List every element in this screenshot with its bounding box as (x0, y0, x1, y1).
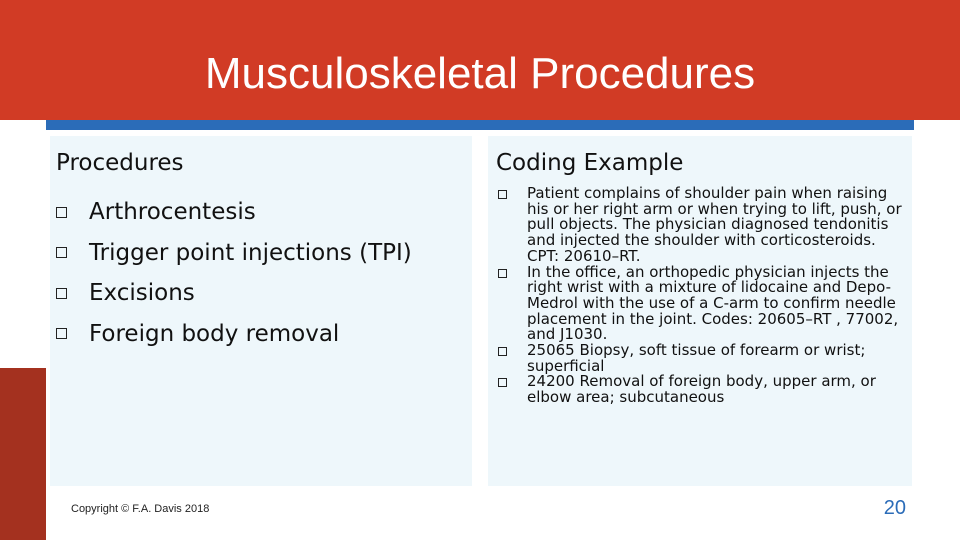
left-heading: Procedures (56, 150, 184, 176)
checkbox-bullet-icon (498, 378, 507, 387)
list-item-text: Trigger point injections (TPI) (89, 239, 412, 266)
list-item-text: 25065 Biopsy, soft tissue of forearm or wrist; superficial (527, 341, 866, 375)
checkbox-bullet-icon (56, 207, 67, 218)
coding-example-list (498, 186, 910, 406)
right-heading: Coding Example (496, 150, 684, 176)
checkbox-bullet-icon (56, 247, 67, 258)
list-item (56, 233, 412, 274)
slide-title: Musculoskeletal Procedures (204, 49, 756, 98)
list-item (56, 273, 412, 314)
list-item (498, 374, 910, 405)
left-accent-bar (0, 368, 46, 540)
checkbox-bullet-icon (498, 269, 507, 278)
list-item-text: Patient complains of shoulder pain when raising his or her right arm or when trying to lift, push, or pull objects. The physician diagnosed tendonitis and injected the shoulder with corticosteroids. CPT: 20610–RT. (527, 184, 902, 265)
page-number: 20 (883, 497, 906, 519)
list-item-text: Foreign body removal (89, 320, 340, 347)
checkbox-bullet-icon (56, 288, 67, 299)
checkbox-bullet-icon (498, 347, 507, 356)
title-divider (46, 120, 914, 130)
list-item-text: Arthrocentesis (89, 199, 256, 226)
checkbox-bullet-icon (498, 190, 507, 199)
procedures-list (56, 192, 412, 354)
list-item (56, 314, 412, 355)
list-item (56, 192, 412, 233)
list-item (498, 186, 910, 265)
list-item-text: In the office, an orthopedic physician injects the right wrist with a mixture of lidocaine and Depo-Medrol with the use of a C-arm to confirm needle placement in the joint. Codes: 20605–RT , 77002, and J1030. (527, 262, 899, 344)
copyright-notice: Copyright © F.A. Davis 2018 (71, 503, 210, 515)
list-item (498, 262, 910, 344)
list-item (498, 343, 910, 374)
list-item-text: Excisions (89, 280, 195, 307)
checkbox-bullet-icon (56, 328, 67, 339)
list-item-text: 24200 Removal of foreign body, upper arm, or elbow area; subcutaneous (527, 372, 876, 407)
